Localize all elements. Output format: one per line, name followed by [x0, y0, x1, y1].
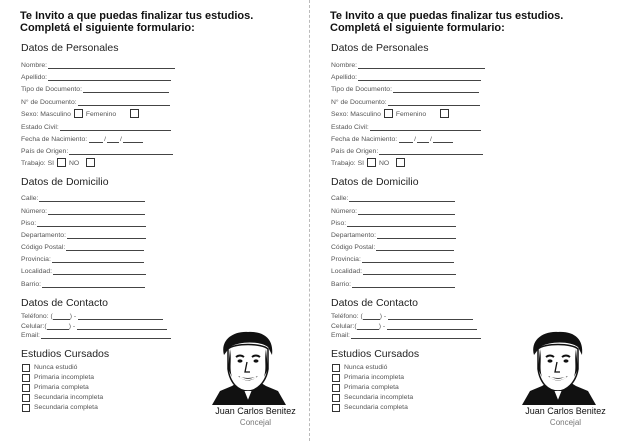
field-telefono[interactable] — [21, 311, 163, 320]
field-numero-documento[interactable] — [331, 97, 480, 106]
label-celular: Celular:( — [21, 323, 47, 330]
checkbox-femenino[interactable] — [440, 109, 449, 118]
heading-datos-domicilio: Datos de Domicilio — [331, 176, 419, 188]
checkbox-primaria-incompleta[interactable] — [332, 374, 340, 382]
checkbox-trabajo-no[interactable] — [86, 158, 95, 167]
heading-datos-personales: Datos de Personales — [331, 42, 429, 54]
field-numero-documento[interactable] — [21, 97, 170, 106]
input-line-barrio[interactable] — [352, 281, 455, 288]
checkbox-secundaria-incompleta[interactable] — [22, 394, 30, 402]
option-secundaria-completa[interactable] — [332, 403, 408, 412]
field-estado-civil[interactable] — [331, 122, 481, 131]
field-sexo — [21, 109, 142, 118]
label-codigo-postal: Código Postal: — [21, 244, 66, 251]
label-femenino: Femenino — [85, 111, 117, 118]
label-piso: Piso: — [21, 220, 37, 227]
label-trabajo-si: Trabajo: SI — [21, 160, 54, 167]
input-line-codigo-postal[interactable] — [376, 244, 454, 251]
label-nunca-estudio: Nunca estudió — [344, 364, 388, 371]
label-estado-civil: Estado Civil: — [21, 124, 59, 131]
label-primaria-incompleta: Primaria incompleta — [34, 374, 95, 381]
option-nunca-estudio[interactable] — [332, 363, 387, 372]
label-trabajo-no: NO — [379, 160, 390, 167]
field-celular[interactable] — [21, 321, 167, 330]
label-departamento: Departamento: — [21, 232, 66, 239]
heading-estudios-cursados: Estudios Cursados — [331, 348, 420, 360]
form-title — [20, 11, 300, 34]
checkbox-secundaria-completa[interactable] — [22, 404, 30, 412]
option-primaria-incompleta[interactable] — [332, 373, 404, 382]
field-estado-civil[interactable] — [21, 122, 171, 131]
field-celular[interactable] — [331, 321, 477, 330]
label-calle: Calle: — [331, 195, 349, 202]
form-title — [330, 11, 610, 34]
signature-role: Concejal — [549, 418, 582, 427]
field-fecha-nacimiento[interactable]: Fecha de Nacimiento: / / — [21, 134, 143, 143]
field-calle[interactable] — [331, 193, 455, 202]
label-numero: Número: — [331, 208, 358, 215]
label-primaria-completa: Primaria completa — [344, 384, 399, 391]
label-secundaria-completa: Secundaria completa — [34, 404, 98, 411]
input-line-numero-documento[interactable] — [78, 99, 170, 106]
label-secundaria-completa: Secundaria completa — [344, 404, 408, 411]
label-primaria-completa: Primaria completa — [34, 384, 89, 391]
field-sexo — [331, 109, 452, 118]
input-line-barrio[interactable] — [42, 281, 145, 288]
option-primaria-completa[interactable] — [22, 383, 89, 392]
input-celular-area[interactable] — [47, 323, 69, 330]
label-pais-origen: País de Origen: — [21, 148, 69, 155]
label-nunca-estudio: Nunca estudió — [34, 364, 78, 371]
title-line-2: Completá el siguiente formulario: — [330, 21, 505, 34]
label-barrio: Barrio: — [331, 281, 352, 288]
field-trabajo — [331, 158, 408, 167]
input-line-celular[interactable] — [77, 323, 167, 330]
concejal-portrait — [210, 329, 288, 405]
label-celular: Celular:( — [331, 323, 357, 330]
field-departamento[interactable] — [21, 230, 146, 239]
field-numero[interactable] — [331, 206, 455, 215]
option-primaria-incompleta[interactable] — [22, 373, 94, 382]
registration-form-right — [310, 0, 620, 441]
field-email[interactable] — [21, 330, 171, 339]
label-fecha-nacimiento: Fecha de Nacimiento: — [21, 136, 88, 143]
label-sexo-masculino: Sexo: Masculino — [331, 111, 381, 118]
checkbox-trabajo-no[interactable] — [396, 158, 405, 167]
field-nombre[interactable] — [331, 60, 485, 69]
field-calle[interactable] — [21, 193, 145, 202]
field-telefono[interactable] — [331, 311, 473, 320]
input-line-tipo-documento[interactable] — [393, 86, 479, 93]
input-line-localidad[interactable] — [363, 268, 456, 275]
input-telefono-area[interactable] — [53, 313, 70, 320]
checkbox-secundaria-incompleta[interactable] — [332, 394, 340, 402]
input-line-nombre[interactable] — [358, 62, 485, 69]
field-barrio[interactable] — [21, 279, 145, 288]
label-secundaria-incompleta: Secundaria incompleta — [34, 394, 104, 401]
checkbox-masculino[interactable] — [384, 109, 393, 118]
label-localidad: Localidad: — [21, 268, 52, 275]
heading-datos-contacto: Datos de Contacto — [331, 297, 418, 309]
input-anio[interactable] — [433, 136, 453, 143]
checkbox-primaria-completa[interactable] — [332, 384, 340, 392]
field-apellido[interactable] — [331, 72, 481, 81]
field-localidad[interactable] — [331, 266, 456, 275]
label-email: Email: — [21, 332, 40, 339]
telefono-separator: ) - — [69, 313, 77, 320]
title-line-2: Completá el siguiente formulario: — [20, 21, 195, 34]
label-sexo-masculino: Sexo: Masculino — [21, 111, 71, 118]
label-localidad: Localidad: — [331, 268, 362, 275]
input-line-pais-origen[interactable] — [379, 148, 483, 155]
label-numero: Número: — [21, 208, 48, 215]
input-anio[interactable] — [123, 136, 143, 143]
input-line-tipo-documento[interactable] — [83, 86, 169, 93]
input-line-provincia[interactable] — [362, 256, 454, 263]
field-tipo-documento[interactable] — [331, 84, 479, 93]
input-line-departamento[interactable] — [67, 232, 146, 239]
label-nombre: Nombre: — [331, 62, 358, 69]
checkbox-trabajo-si[interactable] — [57, 158, 66, 167]
input-line-telefono[interactable] — [388, 313, 473, 320]
label-codigo-postal: Código Postal: — [331, 244, 376, 251]
label-trabajo-si: Trabajo: SI — [331, 160, 364, 167]
title-line-1: Te Invito a que puedas finalizar tus estudios. — [20, 10, 254, 22]
label-telefono: Teléfono: ( — [331, 313, 363, 320]
field-codigo-postal[interactable] — [21, 242, 144, 251]
field-provincia[interactable] — [331, 254, 454, 263]
label-numero-documento: N° de Documento: — [21, 99, 77, 106]
field-departamento[interactable] — [331, 230, 456, 239]
checkbox-primaria-incompleta[interactable] — [22, 374, 30, 382]
input-line-piso[interactable] — [347, 220, 456, 227]
label-secundaria-incompleta: Secundaria incompleta — [344, 394, 414, 401]
telefono-separator: ) - — [379, 313, 387, 320]
field-codigo-postal[interactable] — [331, 242, 454, 251]
input-dia[interactable] — [89, 136, 103, 143]
input-celular-area[interactable] — [357, 323, 379, 330]
input-telefono-area[interactable] — [363, 313, 380, 320]
field-nombre[interactable] — [21, 60, 175, 69]
input-line-apellido[interactable] — [48, 74, 171, 81]
checkbox-masculino[interactable] — [74, 109, 83, 118]
field-localidad[interactable] — [21, 266, 146, 275]
title-line-1: Te Invito a que puedas finalizar tus estudios. — [330, 10, 564, 22]
label-apellido: Apellido: — [21, 74, 48, 81]
label-calle: Calle: — [21, 195, 39, 202]
input-line-pais-origen[interactable] — [69, 148, 173, 155]
label-primaria-incompleta: Primaria incompleta — [344, 374, 405, 381]
signature-role: Concejal — [239, 418, 272, 427]
field-provincia[interactable] — [21, 254, 144, 263]
option-primaria-completa[interactable] — [332, 383, 399, 392]
label-femenino: Femenino — [395, 111, 427, 118]
input-line-numero-documento[interactable] — [388, 99, 480, 106]
heading-datos-personales: Datos de Personales — [21, 42, 119, 54]
signature-name: Juan Carlos Benitez — [525, 406, 606, 416]
field-barrio[interactable] — [331, 279, 455, 288]
field-pais-origen[interactable] — [21, 146, 173, 155]
field-piso[interactable] — [21, 218, 146, 227]
field-tipo-documento[interactable] — [21, 84, 169, 93]
input-dia[interactable] — [399, 136, 413, 143]
input-line-calle[interactable] — [349, 195, 455, 202]
label-piso: Piso: — [331, 220, 347, 227]
input-line-email[interactable] — [351, 332, 481, 339]
label-provincia: Provincia: — [21, 256, 51, 263]
celular-separator: ) - — [68, 323, 76, 330]
field-numero[interactable] — [21, 206, 145, 215]
input-line-apellido[interactable] — [358, 74, 481, 81]
field-fecha-nacimiento[interactable]: Fecha de Nacimiento: / / — [331, 134, 453, 143]
field-email[interactable] — [331, 330, 481, 339]
input-line-email[interactable] — [41, 332, 171, 339]
checkbox-trabajo-si[interactable] — [367, 158, 376, 167]
input-line-localidad[interactable] — [53, 268, 146, 275]
input-line-codigo-postal[interactable] — [66, 244, 144, 251]
checkbox-femenino[interactable] — [130, 109, 139, 118]
input-mes[interactable] — [107, 136, 119, 143]
input-line-provincia[interactable] — [52, 256, 144, 263]
label-nombre: Nombre: — [21, 62, 48, 69]
label-pais-origen: País de Origen: — [331, 148, 379, 155]
label-fecha-nacimiento: Fecha de Nacimiento: — [331, 136, 398, 143]
label-trabajo-no: NO — [69, 160, 80, 167]
input-line-nombre[interactable] — [48, 62, 175, 69]
label-departamento: Departamento: — [331, 232, 376, 239]
option-secundaria-incompleta[interactable] — [22, 393, 103, 402]
concejal-portrait — [520, 329, 598, 405]
heading-datos-domicilio: Datos de Domicilio — [21, 176, 109, 188]
field-trabajo — [21, 158, 98, 167]
input-line-estado-civil[interactable] — [60, 124, 171, 131]
label-barrio: Barrio: — [21, 281, 42, 288]
input-line-numero[interactable] — [358, 208, 455, 215]
label-estado-civil: Estado Civil: — [331, 124, 369, 131]
label-numero-documento: N° de Documento: — [331, 99, 387, 106]
input-mes[interactable] — [417, 136, 429, 143]
signature-name: Juan Carlos Benitez — [215, 406, 296, 416]
input-line-celular[interactable] — [387, 323, 477, 330]
field-pais-origen[interactable] — [331, 146, 483, 155]
option-secundaria-completa[interactable] — [22, 403, 98, 412]
input-line-estado-civil[interactable] — [370, 124, 481, 131]
input-line-calle[interactable] — [39, 195, 145, 202]
checkbox-secundaria-completa[interactable] — [332, 404, 340, 412]
input-line-numero[interactable] — [48, 208, 145, 215]
field-piso[interactable] — [331, 218, 456, 227]
input-line-departamento[interactable] — [377, 232, 456, 239]
heading-estudios-cursados: Estudios Cursados — [21, 348, 110, 360]
checkbox-nunca-estudio[interactable] — [332, 364, 340, 372]
celular-separator: ) - — [378, 323, 386, 330]
input-line-piso[interactable] — [37, 220, 146, 227]
checkbox-nunca-estudio[interactable] — [22, 364, 30, 372]
label-tipo-documento: Tipo de Documento: — [21, 86, 82, 93]
checkbox-primaria-completa[interactable] — [22, 384, 30, 392]
label-provincia: Provincia: — [331, 256, 361, 263]
label-email: Email: — [331, 332, 350, 339]
label-apellido: Apellido: — [331, 74, 358, 81]
field-apellido[interactable] — [21, 72, 171, 81]
option-nunca-estudio[interactable] — [22, 363, 77, 372]
label-tipo-documento: Tipo de Documento: — [331, 86, 392, 93]
heading-datos-contacto: Datos de Contacto — [21, 297, 108, 309]
input-line-telefono[interactable] — [78, 313, 163, 320]
option-secundaria-incompleta[interactable] — [332, 393, 413, 402]
label-telefono: Teléfono: ( — [21, 313, 53, 320]
